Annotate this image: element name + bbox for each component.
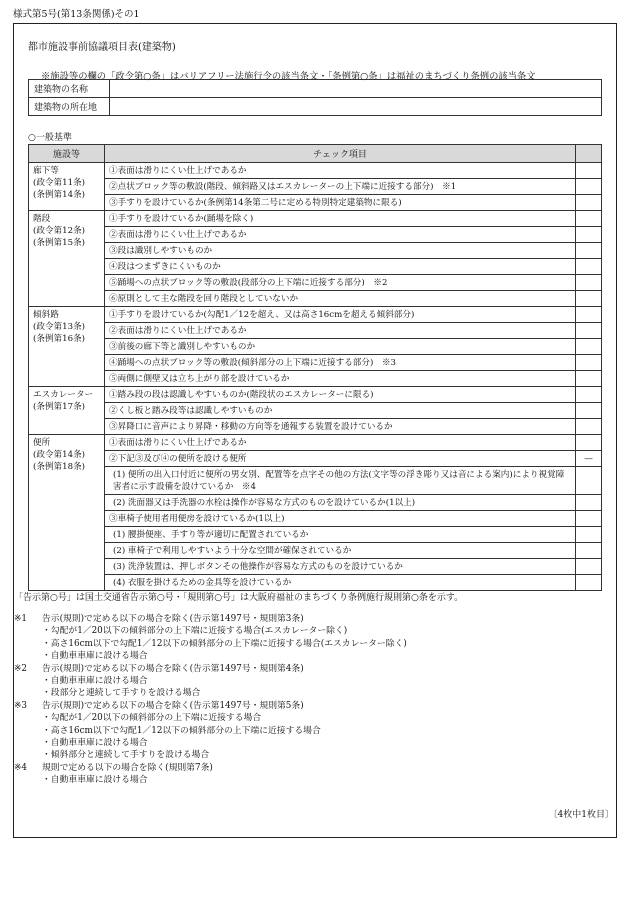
check-mark-cell[interactable] xyxy=(576,511,602,527)
note-mark: ※3 xyxy=(14,700,27,711)
checklist-row xyxy=(29,355,602,371)
check-item: ③段は識別しやすいものか xyxy=(105,243,576,259)
check-mark-cell[interactable] xyxy=(576,543,602,559)
checklist-row xyxy=(29,307,602,323)
checklist-row xyxy=(29,227,602,243)
check-item: ③前後の廊下等と識別しやすいものか xyxy=(105,339,576,355)
notation-note: 「告示第○号」は国土交通省告示第○号・「規則第○号」は大阪府福祉のまちづくり条例施行規則第○条を示す。 xyxy=(14,593,464,603)
note-heading-text: 告示(規則)で定める以下の場合を除く(告示第1497号・規則第5条) xyxy=(42,700,304,711)
checklist-body xyxy=(29,163,602,591)
check-mark-cell[interactable] xyxy=(576,259,602,275)
check-mark-cell[interactable] xyxy=(576,527,602,543)
check-item: ①手すりを設けているか(勾配1／12を超え、又は高さ16cmを超える傾斜部分) xyxy=(105,307,576,323)
note-item: ・自動車車庫に設ける場合 xyxy=(42,775,148,786)
note-heading-text: 告示(規則)で定める以下の場合を除く(告示第1497号・規則第4条) xyxy=(42,663,304,674)
checklist-row xyxy=(29,163,602,179)
checklist-row xyxy=(29,403,602,419)
check-item: (1) 腰掛便座、手すり等が適切に配置されているか xyxy=(105,527,576,543)
check-mark-cell[interactable] xyxy=(576,559,602,575)
check-mark-cell[interactable] xyxy=(576,387,602,403)
note-item: ・自動車車庫に設ける場合 xyxy=(42,676,148,687)
note-heading-text: 告示(規則)で定める以下の場合を除く(告示第1497号・規則第3条) xyxy=(42,614,304,624)
check-item: (3) 洗浄装置は、押しボタンその他操作が容易な方式のものを設けているか xyxy=(105,559,576,575)
checklist-row xyxy=(29,467,602,495)
note-heading xyxy=(14,762,407,774)
check-mark-cell[interactable] xyxy=(576,371,602,387)
note-item: ・高さ16cm以下で勾配1／12以下の傾斜部分の上下端に近接する場合 xyxy=(42,725,321,736)
checklist-table xyxy=(28,144,602,591)
checklist-row xyxy=(29,211,602,227)
check-item: ④段はつまずきにくいものか xyxy=(105,259,576,275)
checklist-row xyxy=(29,243,602,259)
check-mark-cell[interactable]: — xyxy=(576,451,602,467)
note-item: ・段部分と連続して手すりを設ける場合 xyxy=(42,688,201,699)
building-address-label: 建築物の所在地 xyxy=(29,98,110,116)
checklist-row xyxy=(29,323,602,339)
check-mark-cell[interactable] xyxy=(576,211,602,227)
checklist-row xyxy=(29,511,602,527)
check-mark-cell[interactable] xyxy=(576,495,602,511)
note-item: ・勾配が1／20以下の傾斜部分の上下端に近接する場合(エスカレーター除く) xyxy=(42,626,348,637)
checklist-row xyxy=(29,527,602,543)
check-item: ③手すりを設けているか(条例第14条第二号に定める特別特定建築物に限る) xyxy=(105,195,576,211)
check-item: ⑥原則として主な階段を回り階段としていないか xyxy=(105,291,576,307)
checklist-row xyxy=(29,179,602,195)
building-name-field[interactable] xyxy=(110,80,602,98)
building-address-field[interactable] xyxy=(110,98,602,116)
article-note: ※施設等の欄の「政令第○条」はバリアフリー法施行令の該当条文・「条例第○条」は福祉のまちづくり条例の該当条文 xyxy=(41,71,536,82)
note-block xyxy=(14,700,407,762)
note-heading xyxy=(14,663,407,675)
facility-header: 施設等 xyxy=(29,145,105,163)
check-mark-cell[interactable] xyxy=(576,195,602,211)
note-heading-text: 規則で定める以下の場合を除く(規則第7条) xyxy=(42,762,213,773)
checklist-row xyxy=(29,291,602,307)
check-item: ④踊場への点状ブロック等の敷設(傾斜部分の上下端に近接する部分) ※3 xyxy=(105,355,576,371)
building-name-label: 建築物の名称 xyxy=(29,80,110,98)
note-block xyxy=(14,762,407,787)
building-address-row xyxy=(29,98,602,116)
check-item: (2) 洗面器又は手洗器の水栓は操作が容易な方式のものを設けているか(1以上) xyxy=(105,495,576,511)
check-header: チェック項目 xyxy=(105,145,576,163)
facility-cell: 便所 (政令第14条) (条例第18条) xyxy=(29,435,105,591)
page-number: 〔4枚中1枚目〕 xyxy=(548,810,614,820)
check-item: ②表面は滑りにくい仕上げであるか xyxy=(105,323,576,339)
note-item: ・高さ16cm以下で勾配1／12以下の傾斜部分の上下端に近接する場合(エスカレーター除く) xyxy=(42,638,407,649)
checklist-row xyxy=(29,559,602,575)
building-name-row xyxy=(29,80,602,98)
check-mark-cell[interactable] xyxy=(576,179,602,195)
building-info-table xyxy=(28,79,602,116)
check-item: ⑤踊場への点状ブロック等の敷設(段部分の上下端に近接する部分) ※2 xyxy=(105,275,576,291)
checklist-row xyxy=(29,419,602,435)
checklist-row xyxy=(29,371,602,387)
checklist-row xyxy=(29,543,602,559)
note-item: ・傾斜部分と連続して手すりを設ける場合 xyxy=(42,750,210,761)
note-heading xyxy=(14,700,407,712)
check-item: ①踏み段の段は認識しやすいものか(階段状のエスカレーターに限る) xyxy=(105,387,576,403)
check-item: ②表面は滑りにくい仕上げであるか xyxy=(105,227,576,243)
exception-notes xyxy=(14,613,407,787)
note-block xyxy=(14,663,407,700)
checklist-row xyxy=(29,275,602,291)
check-item: ①表面は滑りにくい仕上げであるか xyxy=(105,163,576,179)
check-mark-cell[interactable] xyxy=(576,575,602,591)
checklist-row xyxy=(29,575,602,591)
check-mark-cell[interactable] xyxy=(576,419,602,435)
document-title: 都市施設事前協議項目表(建築物) xyxy=(28,42,176,53)
note-mark: ※2 xyxy=(14,663,27,674)
note-item: ・自動車車庫に設ける場合 xyxy=(42,738,148,749)
check-mark-cell[interactable] xyxy=(576,227,602,243)
section-label: ○一般基準 xyxy=(28,133,72,143)
check-mark-cell[interactable] xyxy=(576,355,602,371)
check-mark-cell[interactable] xyxy=(576,275,602,291)
facility-cell: 傾斜路 (政令第13条) (条例第16条) xyxy=(29,307,105,387)
note-mark: ※1 xyxy=(14,614,27,624)
form-number: 様式第5号(第13条関係)その1 xyxy=(13,9,140,20)
facility-cell: 廊下等 (政令第11条) (条例第14条) xyxy=(29,163,105,211)
check-item: ③車椅子使用者用便房を設けているか(1以上) xyxy=(105,511,576,527)
check-item: (2) 車椅子で利用しやすいよう十分な空間が確保されているか xyxy=(105,543,576,559)
checklist-row xyxy=(29,259,602,275)
check-mark-cell[interactable] xyxy=(576,467,602,495)
checklist-row xyxy=(29,435,602,451)
checklist-header-row xyxy=(29,145,602,163)
check-item: ②点状ブロック等の敷設(階段、傾斜路又はエスカレーターの上下端に近接する部分) ※1 xyxy=(105,179,576,195)
check-mark-cell[interactable] xyxy=(576,243,602,259)
checklist-row xyxy=(29,495,602,511)
checklist-row xyxy=(29,451,602,467)
note-mark: ※4 xyxy=(14,762,27,773)
note-heading xyxy=(14,613,407,625)
check-item: ①表面は滑りにくい仕上げであるか xyxy=(105,435,576,451)
checklist-row xyxy=(29,195,602,211)
note-item: ・勾配が1／20以下の傾斜部分の上下端に近接する場合 xyxy=(42,713,262,724)
check-item: ②くし板と踏み段等は認識しやすいものか xyxy=(105,403,576,419)
check-mark-cell[interactable] xyxy=(576,307,602,323)
check-item: ①手すりを設けているか(踊場を除く) xyxy=(105,211,576,227)
checklist-row xyxy=(29,387,602,403)
check-mark-cell[interactable] xyxy=(576,339,602,355)
note-block xyxy=(14,613,407,663)
check-mark-cell[interactable] xyxy=(576,435,602,451)
check-mark-cell[interactable] xyxy=(576,291,602,307)
mark-header xyxy=(576,145,602,163)
checklist-row xyxy=(29,339,602,355)
check-mark-cell[interactable] xyxy=(576,163,602,179)
facility-cell: エスカレーター (条例第17条) xyxy=(29,387,105,435)
check-item: ③昇降口に音声により昇降・移動の方向等を通報する装置を設けているか xyxy=(105,419,576,435)
check-item: (1) 便所の出入口付近に便所の男女別、配置等を点字その他の方法(文字等の浮き彫り又は音による案内)により視覚障害者に示す設備を設けているか ※4 xyxy=(105,467,576,495)
check-item: (4) 衣服を掛けるための金具等を設けているか xyxy=(105,575,576,591)
check-mark-cell[interactable] xyxy=(576,323,602,339)
check-mark-cell[interactable] xyxy=(576,403,602,419)
facility-cell: 階段 (政令第12条) (条例第15条) xyxy=(29,211,105,307)
note-item: ・自動車車庫に設ける場合 xyxy=(42,651,148,662)
check-item: ⑤両側に側壁又は立ち上がり部を設けているか xyxy=(105,371,576,387)
check-item: ②下記③及び④の便所を設ける便所 xyxy=(105,451,576,467)
